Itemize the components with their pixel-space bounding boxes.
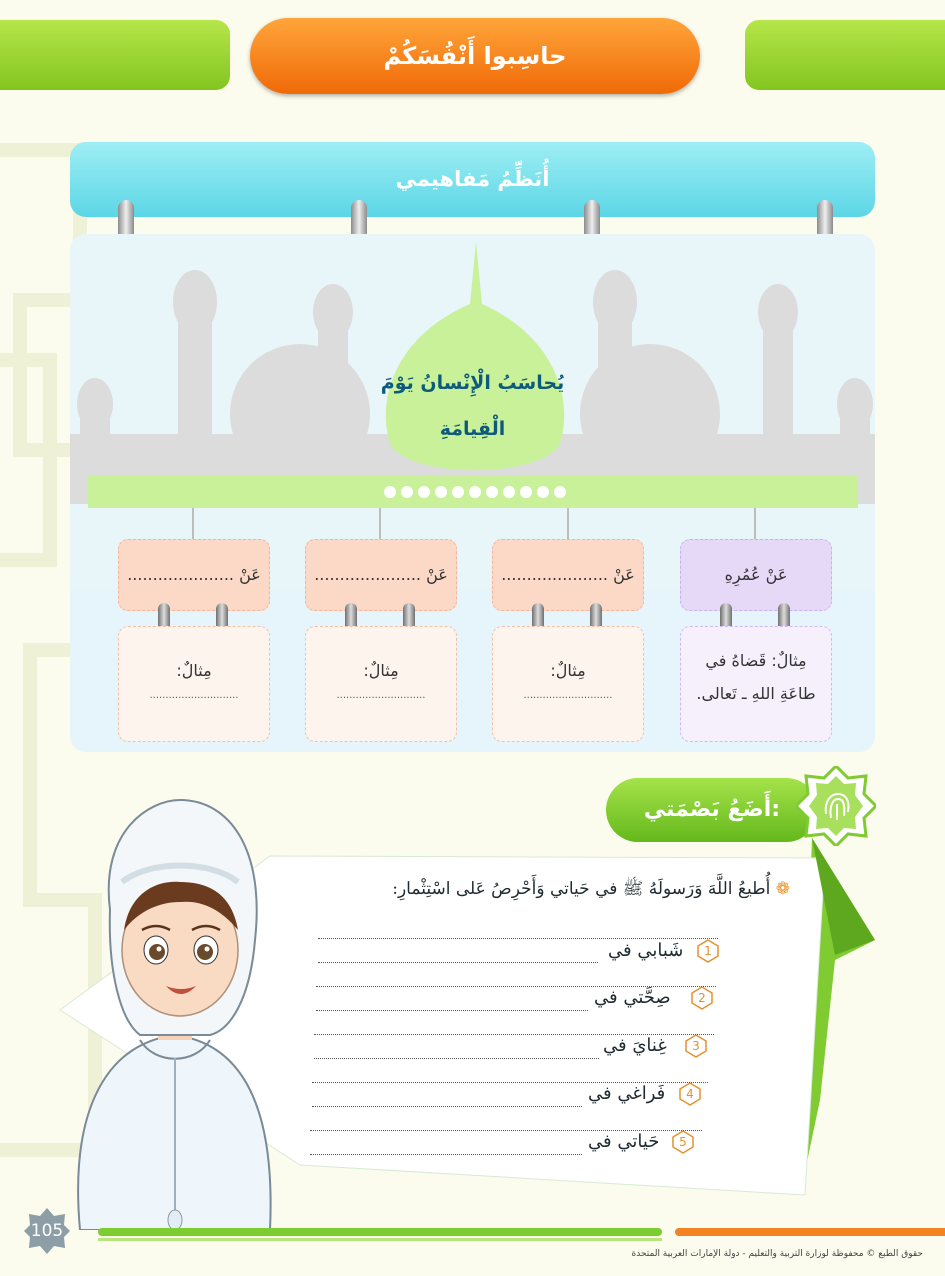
example-text: مِثالٌ: قَضاهُ في (705, 651, 807, 670)
example-blank[interactable]: ............................ (523, 690, 613, 701)
concept-box-blank[interactable]: عَنْ ..................... (118, 539, 270, 611)
list-item: شَبابي في (608, 940, 684, 961)
footer-bar-green (98, 1228, 662, 1236)
instruction (300, 878, 790, 903)
list-item: حَياتي في (588, 1131, 660, 1152)
fingerprint-title: أَضَعُ بَصْمَتي: (606, 778, 818, 842)
example-blank[interactable]: ............................ (149, 690, 239, 701)
answer-line[interactable] (312, 1106, 582, 1107)
item-number: 5 (673, 1132, 693, 1152)
item-number: 2 (692, 988, 712, 1008)
example-label: مِثالٌ: (550, 661, 586, 680)
concept-box-blank[interactable]: عَنْ ..................... (492, 539, 644, 611)
center-line-1: يُحاسَبُ الْإِنْسانُ يَوْمَ (380, 372, 565, 394)
flower-icon: ❁ (775, 879, 790, 899)
answer-line[interactable] (310, 1154, 582, 1155)
copyright: حقوق الطبع © محفوظة لوزارة التربية والتعليم - دولة الإمارات العربية المتحدة (631, 1249, 923, 1259)
page-number: 105 (30, 1221, 64, 1241)
answer-line[interactable] (312, 1082, 708, 1083)
item-number: 3 (686, 1036, 706, 1056)
list-item: صِحَّتي في (594, 987, 671, 1008)
concepts-title: أُنَظِّمُ مَفاهيمي (70, 142, 875, 217)
item-number: 1 (698, 941, 718, 961)
list-item: غِنايَ في (603, 1035, 667, 1056)
example-label: مِثالٌ: (363, 661, 399, 680)
center-line-2: الْقِيامَةِ (439, 418, 506, 440)
concept-box-blank[interactable]: عَنْ ..................... (305, 539, 457, 611)
example-label: مِثالٌ: (176, 661, 212, 680)
answer-line[interactable] (316, 1010, 588, 1011)
boy-illustration (60, 790, 290, 1230)
answer-line[interactable] (316, 986, 716, 987)
fingerprint-icon (796, 766, 876, 846)
footer-bar-green-light (98, 1238, 662, 1241)
item-number: 4 (680, 1084, 700, 1104)
answer-line[interactable] (314, 1034, 714, 1035)
list-item: فَراغي في (588, 1083, 666, 1104)
answer-line[interactable] (314, 1058, 599, 1059)
instruction-text: أُطيعُ اللَّهَ وَرَسولَهُ ﷺ في حَياتي وَأَحْرِصُ عَلى اسْتِثْمارِ: (392, 879, 771, 899)
example-text: طاعَةِ اللهِ ـ تَعالى. (696, 684, 816, 703)
answer-line[interactable] (310, 1130, 702, 1131)
concept-box-age: عَنْ عُمُرِهِ (680, 539, 832, 611)
example-blank[interactable]: ............................ (336, 690, 426, 701)
footer-bar-orange (675, 1228, 945, 1236)
answer-line[interactable] (318, 962, 598, 963)
answer-line[interactable] (318, 938, 718, 939)
page-title: حاسِبوا أَنْفُسَكُمْ (250, 18, 700, 94)
